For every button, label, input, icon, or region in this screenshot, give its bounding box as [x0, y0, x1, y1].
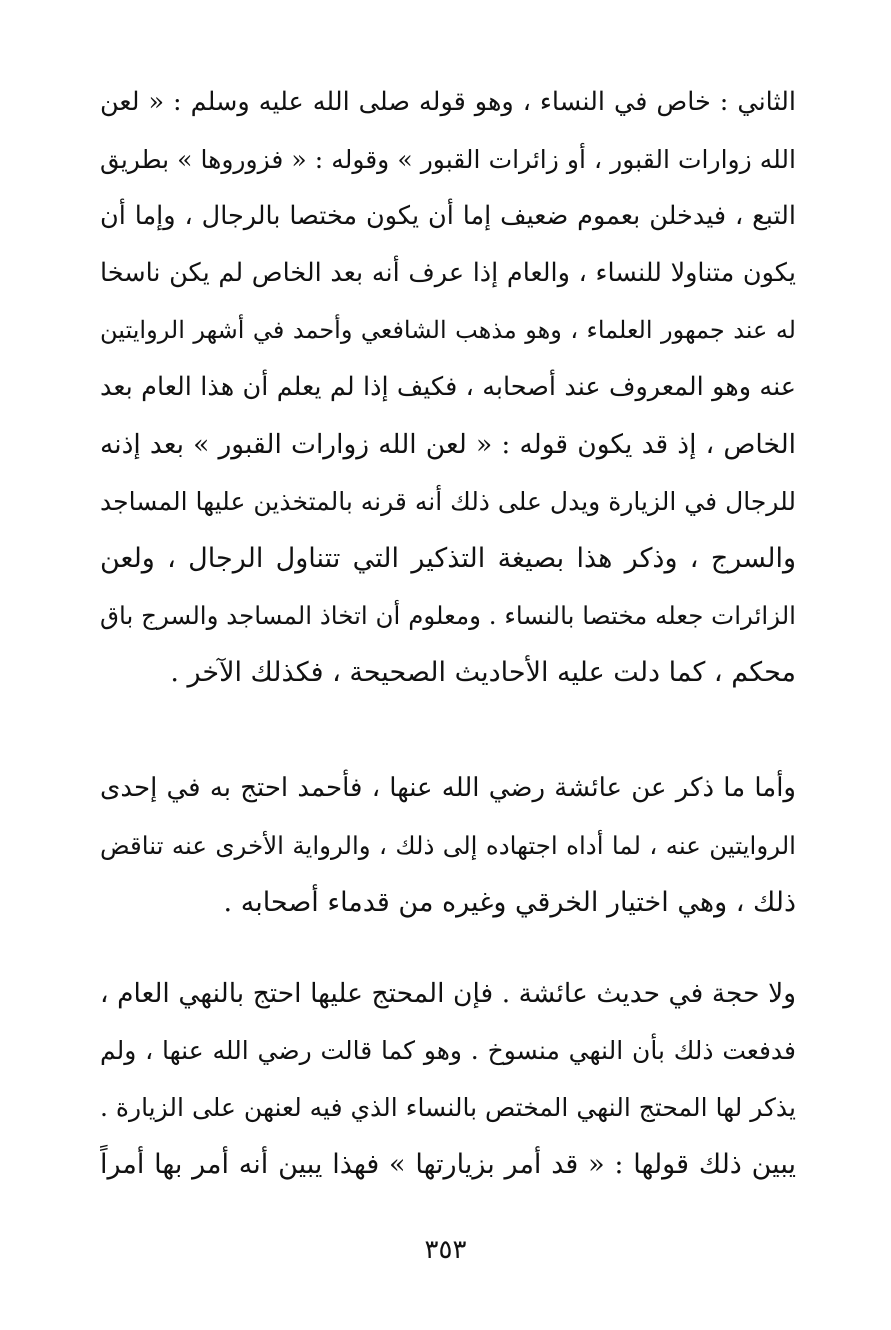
text-line: الزائرات جعله مختصا بالنساء . ومعلوم أن اتخاذ المساجد والسرج باق	[100, 601, 796, 630]
text-line: الخاص ، إذ قد يكون قوله : « لعن الله زوارات القبور » بعد إذنه	[100, 429, 796, 460]
paragraph-2	[100, 760, 796, 931]
text-line: ولا حجة في حديث عائشة . فإن المحتج عليها احتج بالنهي العام ،	[100, 978, 796, 1009]
paragraph-3	[100, 965, 796, 1193]
text-line: يكون متناولا للنساء ، والعام إذا عرف أنه بعد الخاص لم يكن ناسخا	[100, 258, 796, 288]
text-line: والسرج ، وذكر هذا بصيغة التذكير التي تتناول الرجال ، ولعن	[100, 543, 796, 574]
text-line: له عند جمهور العلماء ، وهو مذهب الشافعي وأحمد في أشهر الروايتين	[100, 316, 796, 344]
text-line: عنه وهو المعروف عند أصحابه ، فكيف إذا لم يعلم أن هذا العام بعد	[100, 372, 796, 402]
text-line: فدفعت ذلك بأن النهي منسوخ . وهو كما قالت رضي الله عنها ، ولم	[100, 1036, 796, 1065]
page-number: ٣٥٣	[424, 1235, 467, 1265]
text-line: يذكر لها المحتج النهي المختص بالنساء الذي فيه لعنهن على الزيارة .	[100, 1093, 796, 1122]
text-line: للرجال في الزيارة ويدل على ذلك أنه قرنه بالمتخذين عليها المساجد	[100, 487, 796, 516]
text-line: التبع ، فيدخلن بعموم ضعيف إما أن يكون مختصا بالرجال ، وإما أن	[100, 201, 796, 231]
text-line: الثاني : خاص في النساء ، وهو قوله صلى الله عليه وسلم : « لعن	[100, 87, 796, 117]
text-line: وأما ما ذكر عن عائشة رضي الله عنها ، فأحمد احتج به في إحدى	[100, 773, 796, 803]
text-line: الله زوارات القبور ، أو زائرات القبور » وقوله : « فزوروها » بطريق	[100, 145, 796, 174]
text-line: يبين ذلك قولها : « قد أمر بزيارتها » فهذا يبين أنه أمر بها أمراً	[100, 1149, 796, 1180]
text-line: الروايتين عنه ، لما أداه اجتهاده إلى ذلك ، والرواية الأخرى عنه تناقض	[100, 831, 796, 860]
text-line: محكم ، كما دلت عليه الأحاديث الصحيحة ، فكذلك الآخر .	[170, 657, 796, 688]
text-line: ذلك ، وهي اختيار الخرقي وغيره من قدماء أصحابه .	[223, 887, 796, 918]
paragraph-1	[100, 74, 796, 701]
